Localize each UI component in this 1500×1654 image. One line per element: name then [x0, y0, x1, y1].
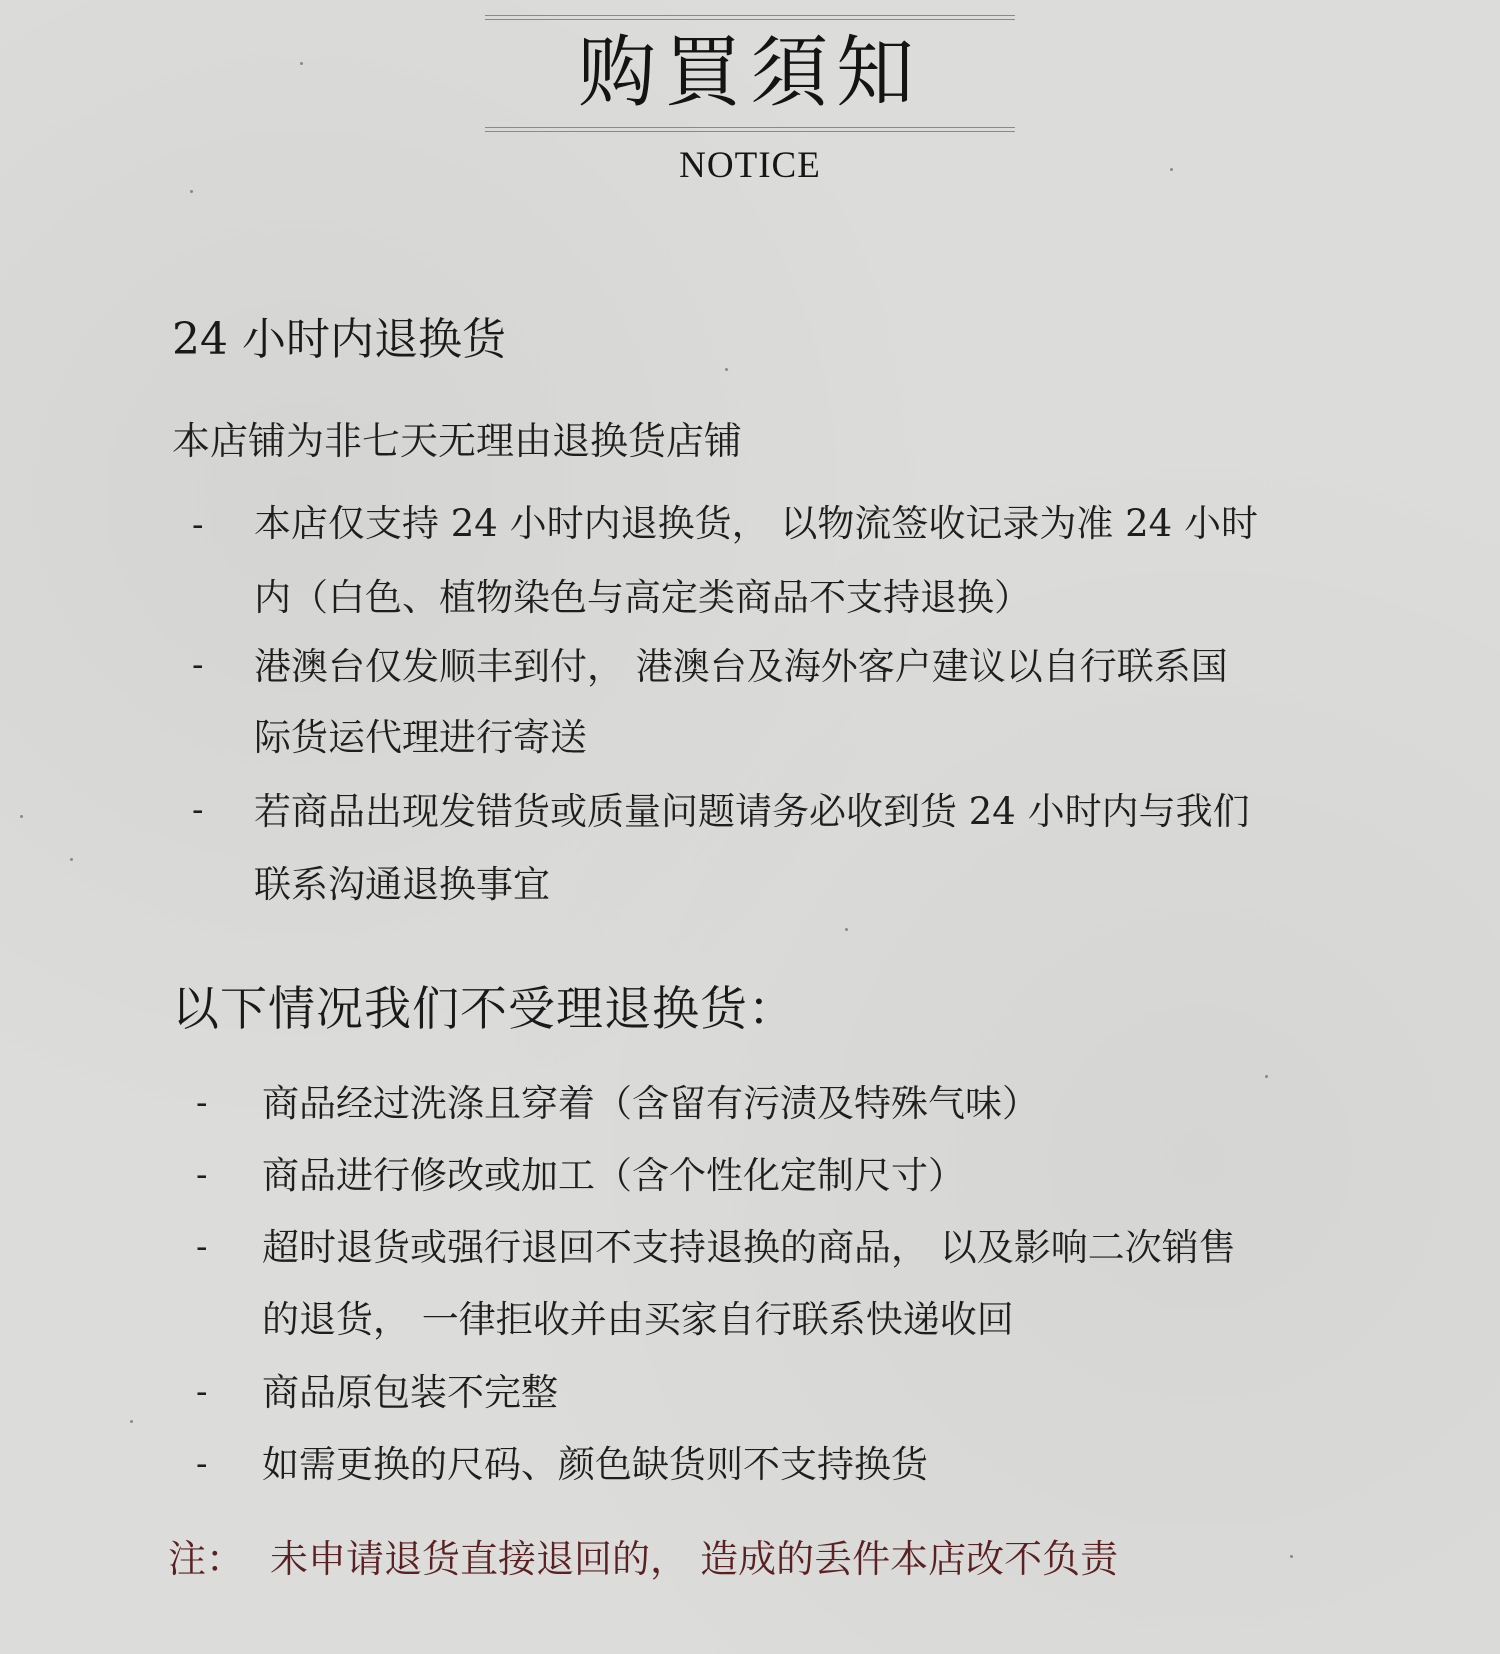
- list-item-line: 的退货， 一律拒收并由买家自行联系快递收回: [262, 1298, 1014, 1341]
- list-item-line: 联系沟通退换事宜: [254, 863, 550, 906]
- bullet-dash: -: [192, 505, 204, 545]
- list-item-line: 际货运代理进行寄送: [254, 716, 587, 759]
- bullet-dash: -: [196, 1372, 208, 1412]
- bullet-dash: -: [192, 790, 204, 830]
- page-subtitle: NOTICE: [679, 145, 821, 186]
- paper-speck: [725, 368, 728, 371]
- section-heading-exclusions: 以下情况我们不受理退换货：: [172, 982, 796, 1037]
- list-item-line: 内（白色、植物染色与高定类商品不支持退换）: [254, 576, 1031, 619]
- bullet-dash: -: [196, 1227, 208, 1267]
- paper-speck: [1290, 1555, 1293, 1558]
- paper-speck: [70, 858, 73, 861]
- page-title: 购買須知: [577, 28, 922, 118]
- section-intro: 本店铺为非七天无理由退换货店铺: [172, 419, 743, 463]
- list-item-line: 若商品出现发错货或质量问题请务必收到货 24 小时内与我们: [254, 790, 1250, 833]
- bullet-dash: -: [196, 1083, 208, 1123]
- header-bottom-rule: [485, 127, 1015, 132]
- paper-speck: [845, 928, 848, 931]
- bullet-dash: -: [196, 1155, 208, 1195]
- paper-speck: [20, 815, 23, 818]
- bullet-dash: -: [192, 645, 204, 685]
- header-top-rule: [485, 15, 1015, 20]
- list-item-line: 本店仅支持 24 小时内退换货， 以物流签收记录为准 24 小时: [254, 502, 1258, 545]
- footer-note: [168, 1537, 1119, 1581]
- bullet-dash: -: [196, 1444, 208, 1484]
- paper-speck: [1265, 1075, 1268, 1078]
- note-text: 未申请退货直接退回的， 造成的丢件本店改不负责: [270, 1537, 1119, 1581]
- list-item-line: 商品进行修改或加工（含个性化定制尺寸）: [262, 1154, 965, 1197]
- paper-speck: [130, 1420, 133, 1423]
- list-item-line: 超时退货或强行退回不支持退换的商品， 以及影响二次销售: [262, 1226, 1236, 1269]
- paper-speck: [190, 190, 193, 193]
- list-item-line: 商品原包装不完整: [262, 1371, 558, 1414]
- list-item-line: 港澳台仅发顺丰到付， 港澳台及海外客户建议以自行联系国: [254, 645, 1228, 688]
- list-item-line: 商品经过洗涤且穿着（含留有污渍及特殊气味）: [262, 1082, 1039, 1125]
- section-heading-returns: 24 小时内退换货: [172, 314, 506, 365]
- note-label: 注：: [168, 1537, 245, 1581]
- list-item-line: 如需更换的尺码、颜色缺货则不支持换货: [262, 1443, 928, 1486]
